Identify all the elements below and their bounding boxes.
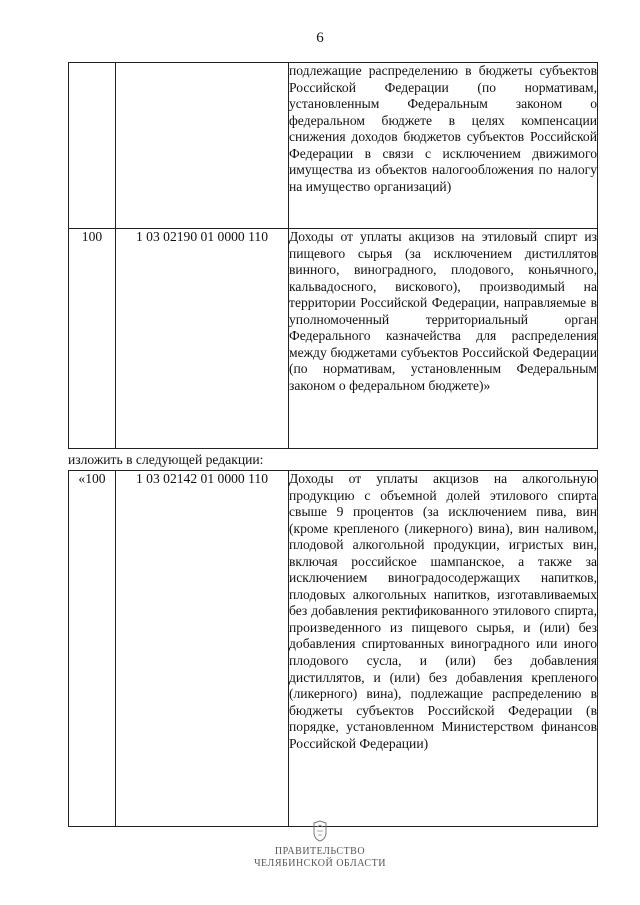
budget-table-after [68,470,598,827]
kbk-code-cell: 1 03 02142 01 0000 110 [116,471,289,827]
admin-code-cell: «100 [69,471,116,827]
kbk-code-cell: 1 03 02190 01 0000 110 [116,229,289,449]
table-row [69,471,598,827]
description-cell: подлежащие распределению в бюджеты субъектов Российской Федерации (по нормативам, установленным Федеральным законом о федеральном бюджете в целях компенсации снижения доходов бюджетов субъектов Российской Федерации в связи с исключением движимого имущества из объектов налогообложения по налогу на имущество организаций) [289,63,598,229]
table-row [69,63,598,229]
budget-table-before [68,62,598,449]
coat-of-arms-icon [312,820,328,842]
kbk-code-cell [116,63,289,229]
description-cell: Доходы от уплаты акцизов на этиловый спирт из пищевого сырья (за исключением дистиллятов винного, виноградного, плодового, коньячного, кальвадосного, вискового), производимый на территории Российской Федерации, направляемые в уполномоченный территориальный орган Федерального казначейства для распределения между бюджетами субъектов Российской Федерации (по нормативам, установленным Федеральным законом о федеральном бюджете)» [289,229,598,449]
admin-code-cell: 100 [69,229,116,449]
page-number: 6 [316,30,324,46]
description-cell: Доходы от уплаты акцизов на алкогольную продукцию с объемной долей этилового спирта свыше 9 процентов (за исключением пива, вин (кроме крепленого (ликерного) вина), вин наливом, плодовой алкогольной продукции, игристых вин, включая российское шампанское, а также за исключением виноградосодержащих напитков, плодовых алкогольных напитков, изготавливаемых без добавления ректификованного этилового спирта, произведенного из пищевого сырья, и (или) без добавления спиртованных виноградного или иного плодового сусла, и (или) без добавления дистиллятов, и (или) без добавления крепленого (ликерного) вина), подлежащие распределению в бюджеты субъектов Российской Федерации (в порядке, установленном Министерством финансов Российской Федерации) [289,471,598,827]
table-row [69,229,598,449]
admin-code-cell [69,63,116,229]
stamp-line-government: ПРАВИТЕЛЬСТВО [274,846,366,857]
amendment-instruction: изложить в следующей редакции: [68,452,264,467]
stamp-line-region: ЧЕЛЯБИНСКОЙ ОБЛАСТИ [254,858,386,869]
